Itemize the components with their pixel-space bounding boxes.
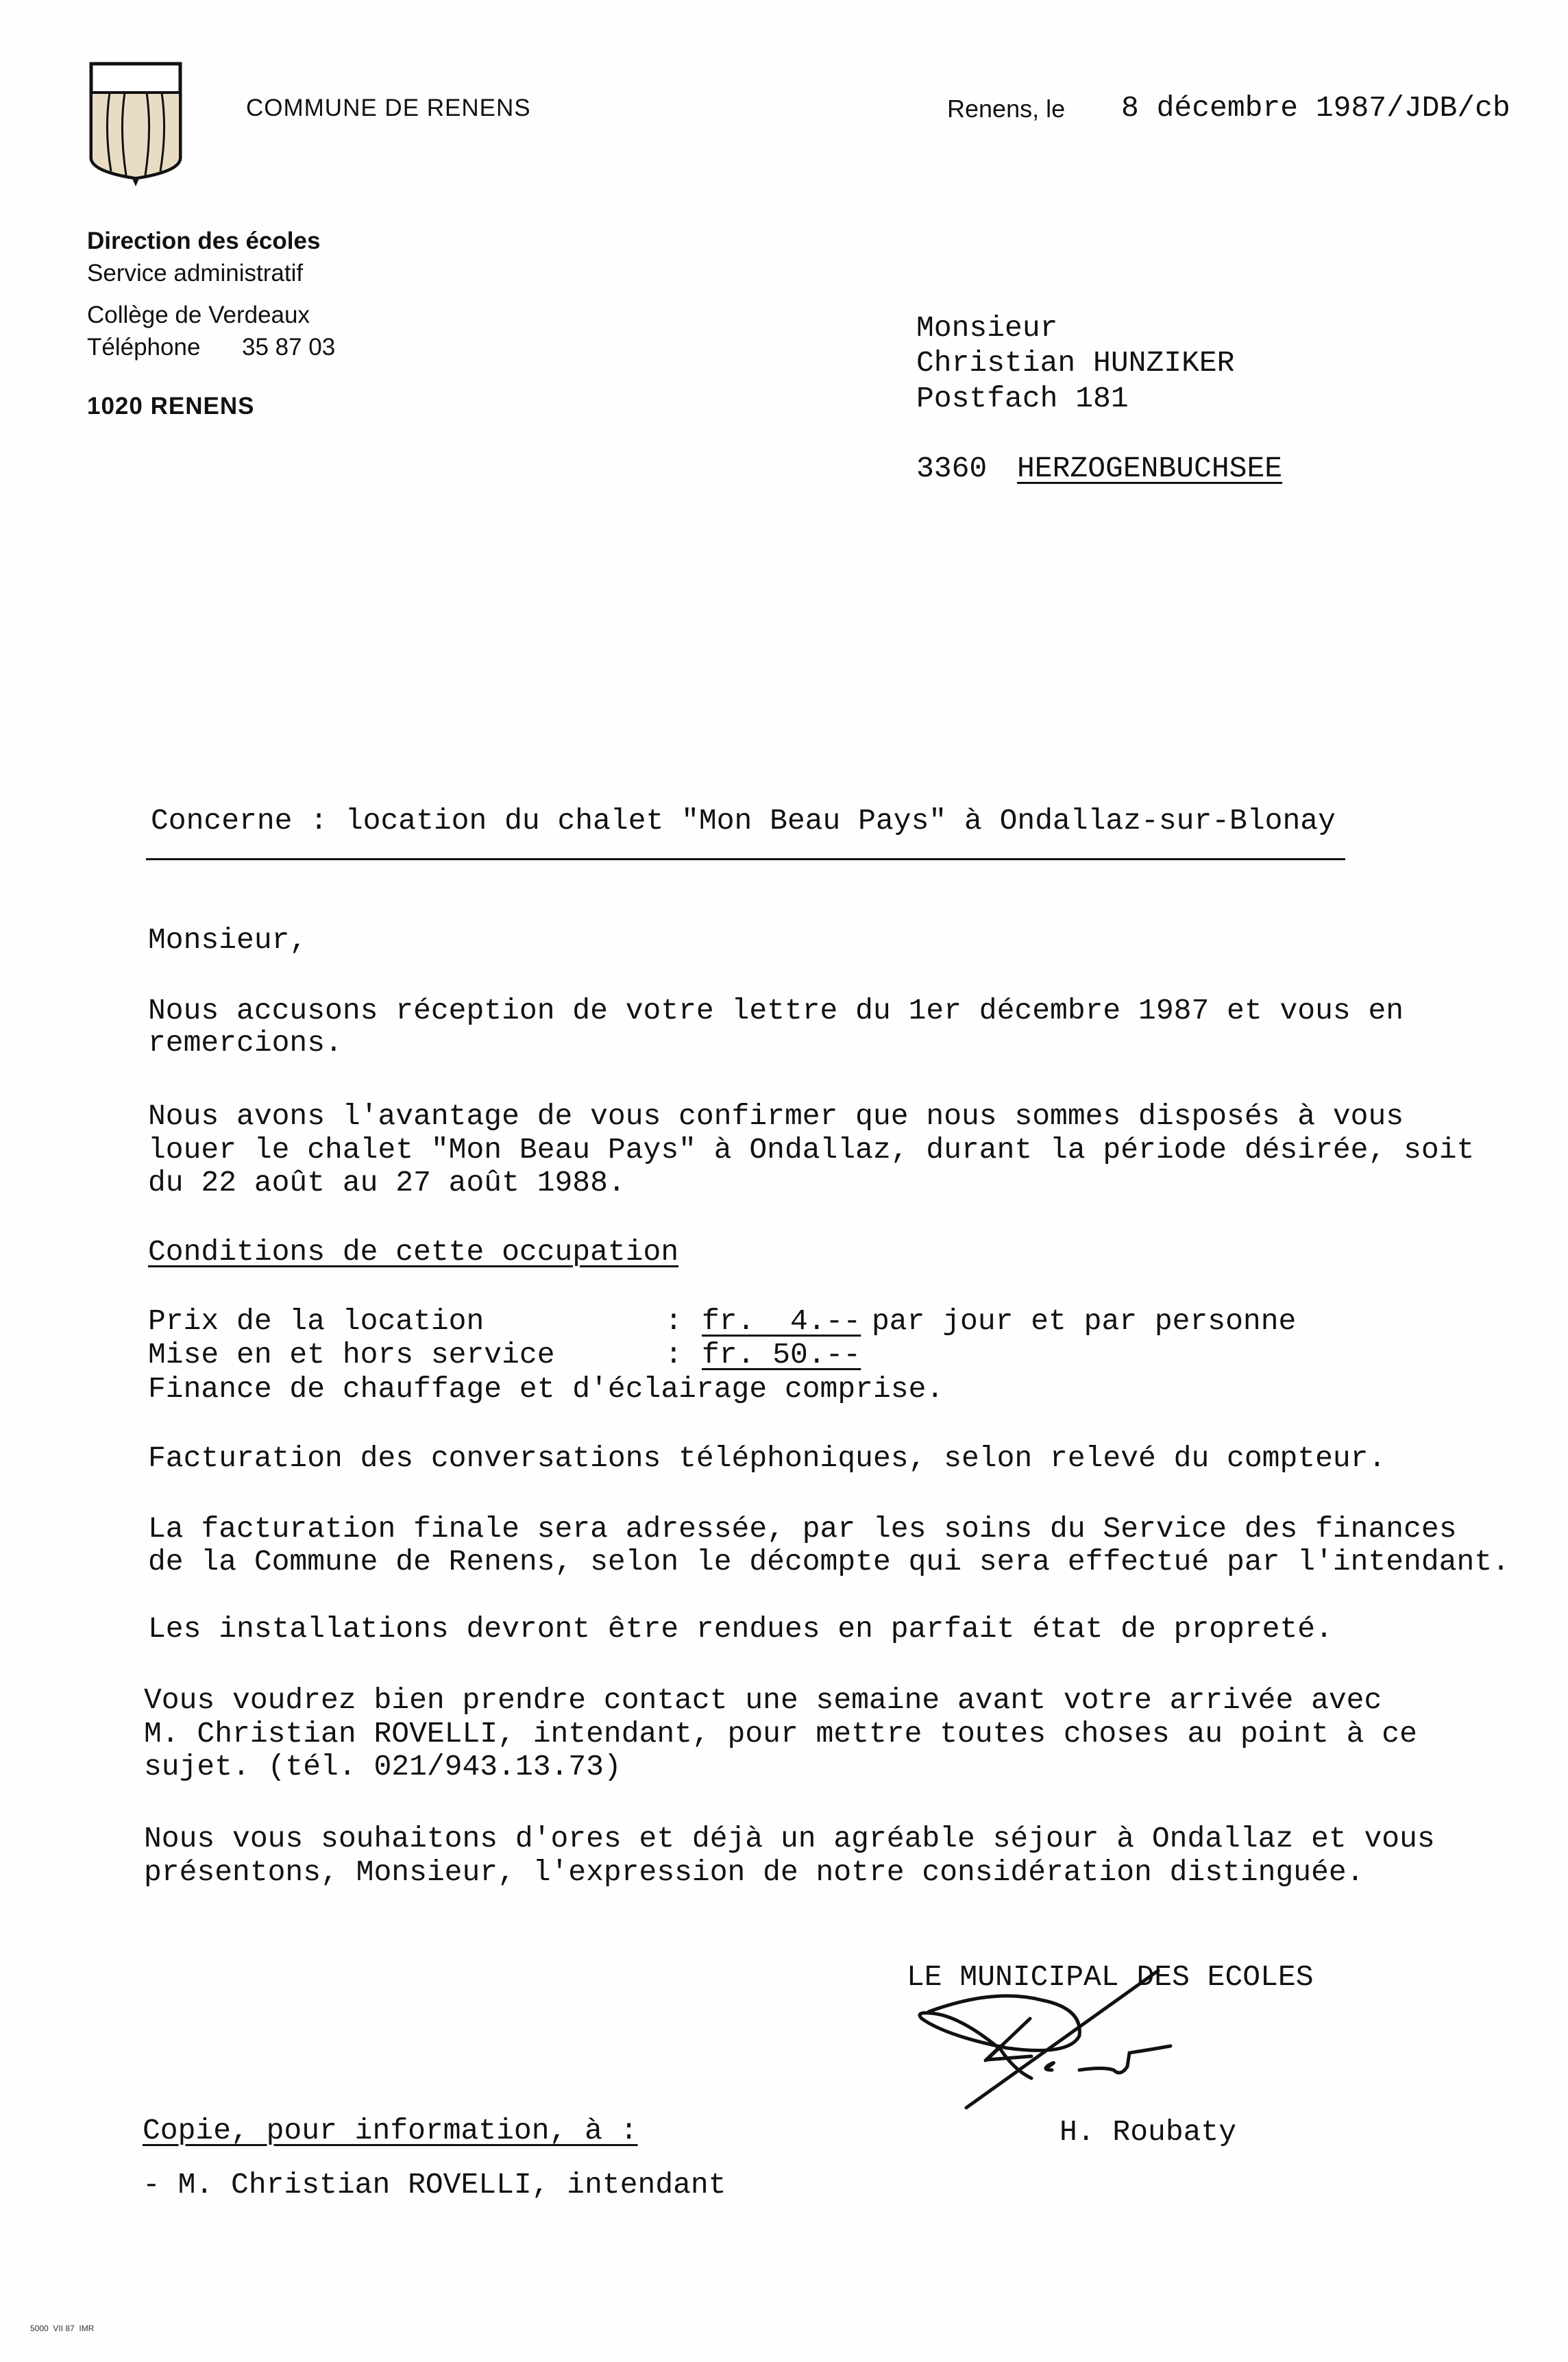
condition-colon: : xyxy=(665,1304,683,1338)
letter-date: 8 décembre 1987/JDB/cb xyxy=(1121,91,1510,125)
paragraph-line: M. Christian ROVELLI, intendant, pour mettre toutes choses au point à ce xyxy=(144,1717,1417,1751)
condition-value: fr. 4.-- xyxy=(702,1304,861,1338)
copy-recipient: - M. Christian ROVELLI, intendant xyxy=(143,2168,726,2202)
recipient-name: Christian HUNZIKER xyxy=(916,346,1235,380)
signatory-name: H. Roubaty xyxy=(1059,2115,1237,2149)
paragraph-line: du 22 août au 27 août 1988. xyxy=(148,1166,626,1200)
recipient-town: HERZOGENBUCHSEE xyxy=(1017,452,1283,485)
condition-label: Prix de la location xyxy=(148,1304,485,1338)
paragraph-line: Nous avons l'avantage de vous confirmer que nous sommes disposés à vous xyxy=(148,1099,1404,1133)
paragraph-line: Nous vous souhaitons d'ores et déjà un agréable séjour à Ondallaz et vous xyxy=(144,1822,1435,1855)
paragraph-line: présentons, Monsieur, l'expression de notre considération distinguée. xyxy=(144,1855,1364,1889)
recipient-postcode: 3360 xyxy=(916,452,988,485)
conditions-note: Finance de chauffage et d'éclairage comprise. xyxy=(148,1372,944,1406)
paragraph-line: de la Commune de Renens, selon le décompte qui sera effectué par l'intendant. xyxy=(148,1545,1510,1579)
college-name: Collège de Verdeaux xyxy=(87,302,310,328)
date-prefix: Renens, le xyxy=(947,95,1066,123)
paragraph-line: Vous voudrez bien prendre contact une semaine avant votre arrivée avec xyxy=(144,1683,1382,1717)
sender-city: 1020 RENENS xyxy=(87,393,255,419)
paragraph-line: remercions. xyxy=(148,1026,343,1060)
paragraph-line: sujet. (tél. 021/943.13.73) xyxy=(144,1750,622,1783)
recipient-address: Postfach 181 xyxy=(916,382,1129,415)
subject-rule xyxy=(146,858,1345,860)
signature-title: LE MUNICIPAL DES ECOLES xyxy=(907,1960,1314,1994)
paragraph-line: Nous accusons réception de votre lettre du 1er décembre 1987 et vous en xyxy=(148,994,1404,1027)
subject-line: Concerne : location du chalet "Mon Beau Pays" à Ondallaz-sur-Blonay xyxy=(151,804,1336,838)
conditions-title: Conditions de cette occupation xyxy=(148,1235,679,1269)
condition-colon: : xyxy=(665,1338,683,1372)
condition-label: Mise en et hors service xyxy=(148,1338,555,1372)
paragraph-line: Les installations devront être rendues en parfait état de propreté. xyxy=(148,1612,1333,1646)
greeting: Monsieur, xyxy=(148,923,308,957)
condition-value: fr. 50.-- xyxy=(702,1338,861,1372)
condition-note: par jour et par personne xyxy=(872,1304,1297,1338)
print-code-footer: 5000 VII 87 IMR xyxy=(30,2324,95,2333)
copy-label: Copie, pour information, à : xyxy=(143,2114,638,2147)
recipient-salutation: Monsieur xyxy=(916,311,1058,345)
coat-of-arms-logo xyxy=(89,62,182,186)
paragraph-line: Facturation des conversations téléphoniques, selon relevé du compteur. xyxy=(148,1441,1386,1475)
phone-label: Téléphone xyxy=(87,334,201,361)
paragraph-line: La facturation finale sera adressée, par les soins du Service des finances xyxy=(148,1512,1457,1546)
phone-number: 35 87 03 xyxy=(242,334,336,361)
dept-name: Direction des écoles xyxy=(87,228,321,254)
paragraph-line: louer le chalet "Mon Beau Pays" à Ondallaz, durant la période désirée, soit xyxy=(148,1133,1475,1167)
service-name: Service administratif xyxy=(87,260,304,287)
org-name: COMMUNE DE RENENS xyxy=(246,95,531,121)
